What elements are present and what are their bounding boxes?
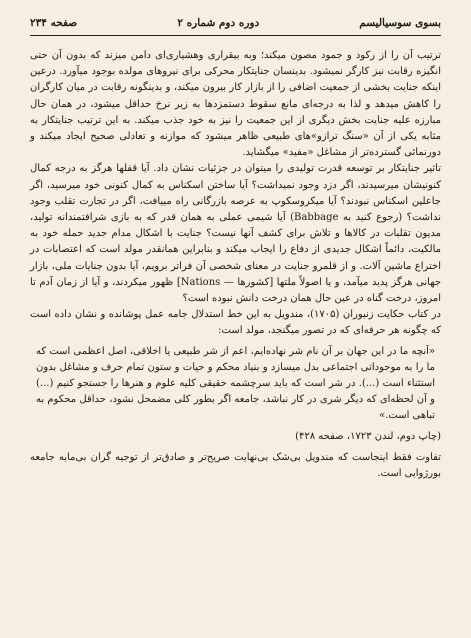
quote-text: «آنچه ما در این جهان بر آن نام شر نهاده‌ایم، اعم از شر طبیعی یا اخلاقی، اصل اعظمی است که ما را به موجوداتی اجتماعی بدل میسازد و بنیاد محکم و حیات و ستون تمام حرف و مشاغل بدون استثناء است (...). در شر است که باید سرچشمه حقیقی کلیه علوم و هنرها را جستجو کنیم (...) و آن لحظه‌ای که دیگر شری در کار نباشد، جامعه اگر بطور کلی مضمحل نشود، حداقل محکوم به تباهی است.»	[36, 345, 435, 422]
page-number: صفحه ۲۳۴	[30, 17, 78, 29]
issue-number: دوره دوم شماره ۲	[177, 17, 260, 29]
journal-title: بسوی سوسیالیسم	[359, 17, 441, 29]
header-rule	[30, 35, 441, 36]
closing-paragraph: تفاوت فقط اینجاست که مندویل بی‌شک بی‌نهایت صریح‌تر و صادق‌تر از توجیه گران بی‌مایه جامعه بورژوایی است.	[30, 451, 441, 480]
article-body	[30, 48, 441, 482]
paragraph: تاثیر جنایتکار بر توسعه قدرت تولیدی را میتوان در جزئیات نشان داد. آیا قفلها هرگز به درجه کمال کنونیشان میرسیدند، اگر دزد وجود نمیداشت؟ آیا ساختن اسکناس به کمال کنونی خود میرسید، اگر جاعلین اسکناس نبودند؟ آیا میکروسکوپ به عرصه بازرگانی راه مییافت، اگر در تجارت تقلب وجود نداشت؟ (رجوع کنید به Babbage) آیا شیمی عملی به همان قدر که به بازی شرافتمندانه تولید، مدیون تقلبات در کالاها و تلاش برای کشف آنها نیست؟ جنایت با اشکال مدام جدید حمله خود به مالکیت، دائماً اشکال جدیدی از دفاع را ایجاب میکند و بنابراین همانقدر مولد است که اعتصابات در اختراع ماشین آلات. و از قلمرو جنایت در معنای شخصی آن فراتر برویم، آیا بدون جنایات ملی، بازار جهانی هرگز پدید میآمد، و یا اصولاً ملتها [کشورها — Nations] ظهور میکردند، و آیا از زمان آدم تا امروز، درخت گناه در عین حال همان درخت دانش نبوده است؟	[30, 163, 441, 305]
citation: (چاپ دوم، لندن ۱۷۲۳، صفحه ۴۲۸)	[295, 430, 441, 442]
paragraph: ترتیب آن را از رکود و جمود مصون میکند؛ وبه بیقراری وهشیاری‌ای دامن میزند که بدون آن حتی انگیزه رقابت نیز کارگر نمیشود. بدینسان جنایتکار محرکی برای نیروهای مولده بوجود میآورد. درعین اینکه جنایت بخشی از جمعیت اضافی را از بازار کار بیرون میکند، و بدینگونه رقابت در میان کارگران را کاهش میدهد و لذا به درجه‌ای مانع سقوط دستمزدها به زیر نرخ حداقل میشود، در همان حال مبارزه علیه جنایت بخش دیگری از این جمعیت را نیز به خود جذب میکند. به این ترتیب جنایتکار به مثابه یکی از آن «سنگ ترازو»های طبیعی ظاهر میشود که موازنه و تعادلی صحیح ایجاد میکند و دورنمائی گسترده‌تر از مشاغل «مفید» میگشاید.	[30, 50, 441, 159]
paragraph: در کتاب حکایت زنبوران (۱۷۰۵)، مندویل به این خط استدلال جامه عمل پوشانده و نشان داده است که چگونه هر حرفه‌ای که در تصور میگنجد، مولد است:	[30, 309, 441, 337]
page-header	[30, 14, 441, 32]
block-quote	[30, 344, 441, 425]
